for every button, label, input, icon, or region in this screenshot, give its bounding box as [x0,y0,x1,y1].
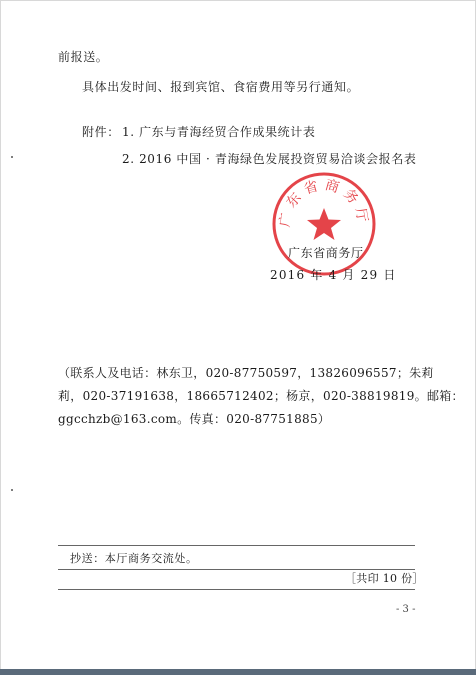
footer-rule-bottom [58,589,415,590]
signature-org: 广东省商务厅 [288,246,364,260]
page-number: - 3 - [396,604,416,615]
margin-dot [11,156,13,158]
cc-line: 抄送：本厅商务交流处。 [70,552,198,565]
footer-rule-middle [58,569,415,570]
body-line-1: 前报送。 [58,50,109,64]
attachments-label: 附件： [82,125,120,139]
contact-line-2: 莉，020-37191638，18665712402；杨京，020-38819819。邮箱： [58,389,464,403]
bottom-bar [0,669,476,675]
attachment-item-2: 2. 2016 中国 · 青海绿色发展投资贸易洽谈会报名表 [122,152,417,166]
body-line-2: 具体出发时间、报到宾馆、食宿费用等另行通知。 [82,80,360,94]
seal-star-icon [307,208,341,240]
contact-line-1: （联系人及电话：林东卫，020-87750597，13826096557；朱莉 [58,366,434,380]
copies-note: ［共印 10 份］ [345,572,424,585]
official-seal [270,170,378,278]
footer-rule-top [58,545,415,546]
signature-date: 2016 年 4 月 29 日 [270,268,397,282]
attachment-item-1: 1. 广东与青海经贸合作成果统计表 [122,125,316,139]
seal-text: 广东省商务厅 [277,177,371,229]
margin-dot [11,489,13,491]
contact-line-3: ggcchzb@163.com。传真：020-87751885） [58,412,331,426]
